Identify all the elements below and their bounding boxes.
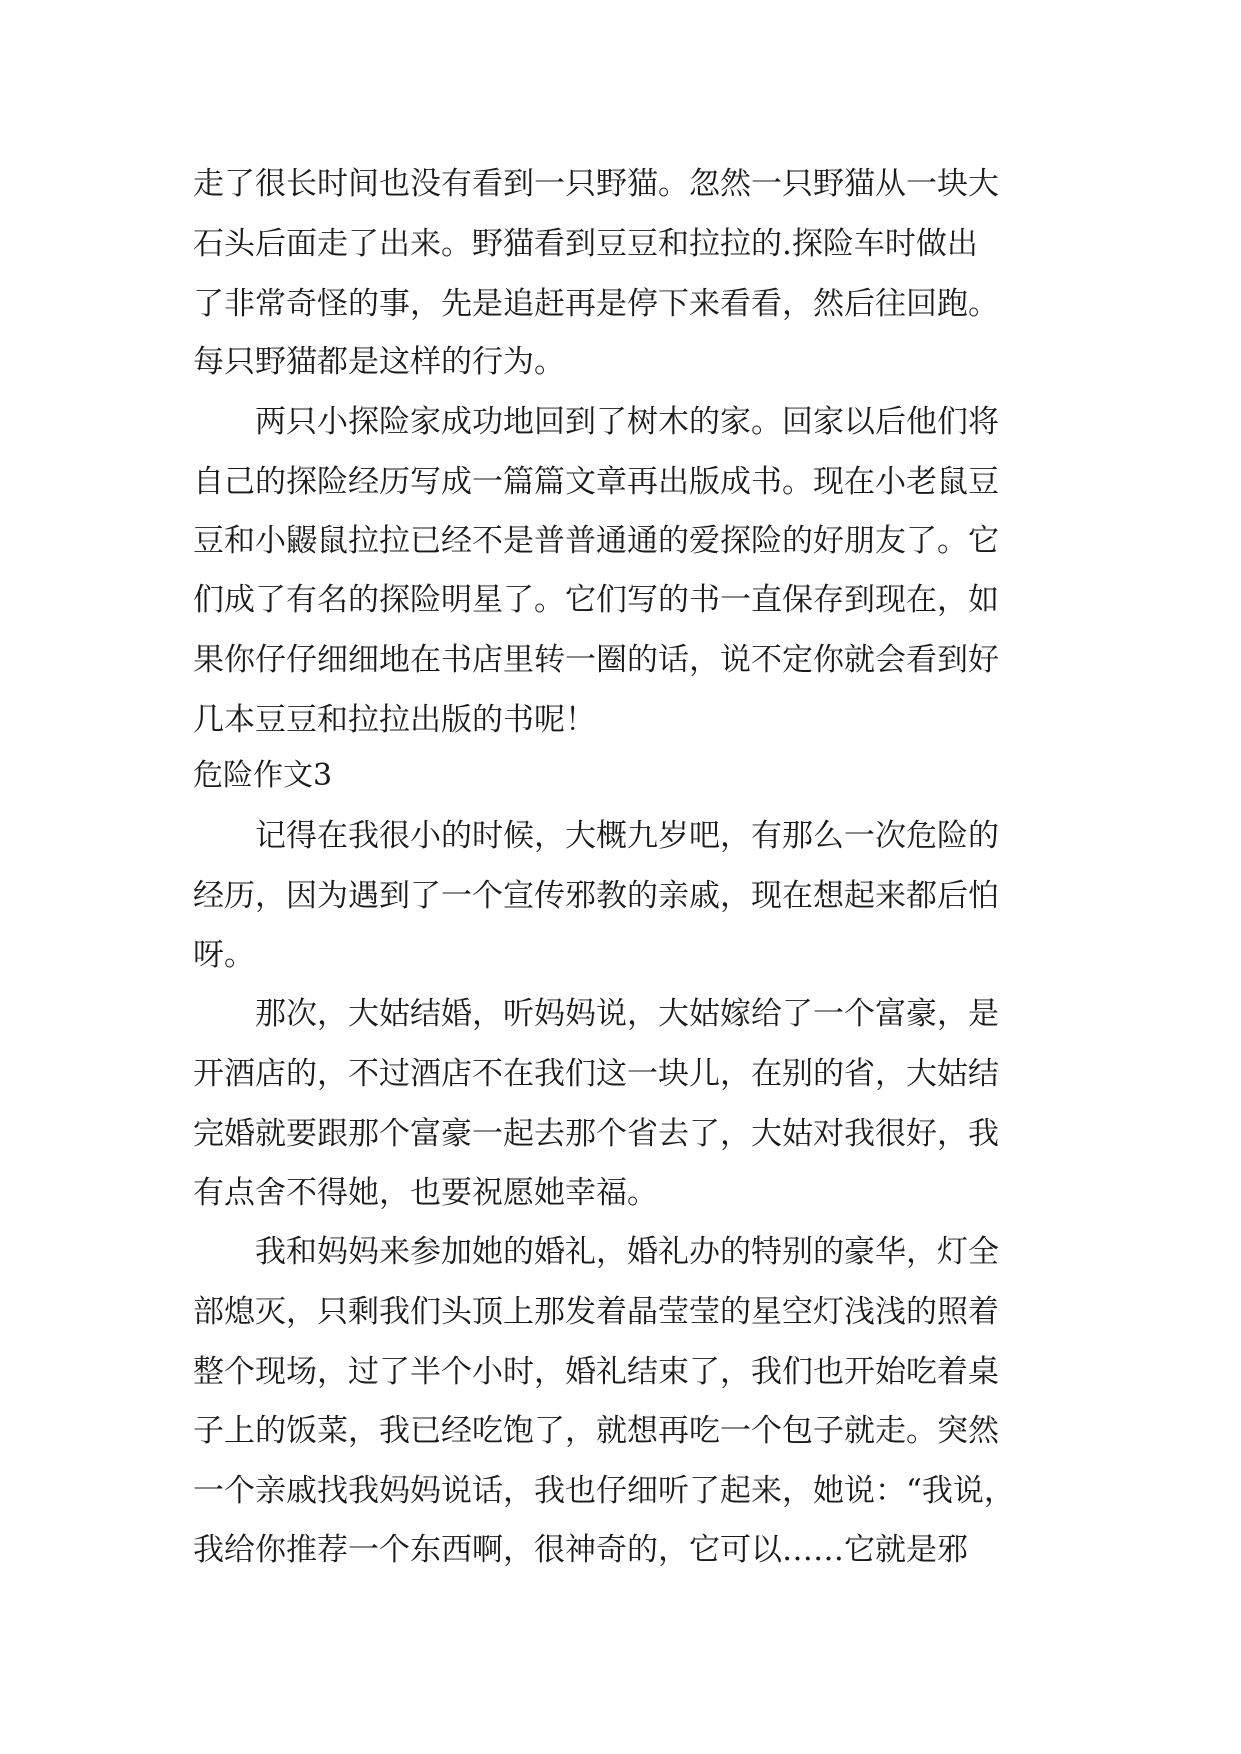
- paragraph-line: 我和妈妈来参加她的婚礼，婚礼办的特别的豪华，灯全: [255, 1234, 999, 1270]
- paragraph-line: 部熄灭，只剩我们头顶上那发着晶莹莹的星空灯浅浅的照着: [193, 1294, 999, 1330]
- paragraph-line: 果你仔仔细细地在书店里转一圈的话，说不定你就会看到好: [193, 642, 999, 678]
- paragraph-line: 完婚就要跟那个富豪一起去那个省去了，大姑对我很好，我: [193, 1116, 999, 1152]
- paragraph-line: 石头后面走了出来。野猫看到豆豆和拉拉的.探险车时做出: [193, 226, 978, 262]
- paragraph-line: 呀。: [193, 937, 255, 973]
- paragraph-line: 整个现场，过了半个小时，婚礼结束了，我们也开始吃着桌: [193, 1354, 999, 1390]
- paragraph-line: 自己的探险经历写成一篇篇文章再出版成书。现在小老鼠豆: [193, 464, 999, 500]
- paragraph-line: 们成了有名的探险明星了。它们写的书一直保存到现在，如: [193, 582, 999, 618]
- paragraph-line: 有点舍不得她，也要祝愿她幸福。: [193, 1175, 658, 1211]
- paragraph-line: 子上的饭菜，我已经吃饱了，就想再吃一个包子就走。突然: [193, 1413, 999, 1449]
- paragraph-line: 了非常奇怪的事，先是追赶再是停下来看看，然后往回跑。: [193, 286, 999, 322]
- paragraph-line: 每只野猫都是这样的行为。: [193, 344, 565, 380]
- paragraph-line: 那次，大姑结婚，听妈妈说，大姑嫁给了一个富豪，是: [255, 996, 999, 1032]
- paragraph-line: 走了很长时间也没有看到一只野猫。忽然一只野猫从一块大: [193, 166, 999, 202]
- paragraph-line: 几本豆豆和拉拉出版的书呢！: [193, 702, 596, 738]
- section-heading: 危险作文3: [193, 758, 333, 793]
- paragraph-line: 开酒店的，不过酒店不在我们这一块儿，在别的省，大姑结: [193, 1056, 999, 1092]
- paragraph-line: 我给你推荐一个东西啊，很神奇的，它可以……它就是邪: [193, 1532, 968, 1568]
- paragraph-line: 一个亲戚找我妈妈说话，我也仔细听了起来，她说：“我说，: [193, 1473, 1015, 1509]
- paragraph-line: 豆和小鼹鼠拉拉已经不是普普通通的爱探险的好朋友了。它: [193, 523, 999, 559]
- paragraph-line: 记得在我很小的时候，大概九岁吧，有那么一次危险的: [255, 818, 999, 854]
- paragraph-line: 两只小探险家成功地回到了树木的家。回家以后他们将: [255, 404, 999, 440]
- paragraph-line: 经历，因为遇到了一个宣传邪教的亲戚，现在想起来都后怕: [193, 878, 999, 914]
